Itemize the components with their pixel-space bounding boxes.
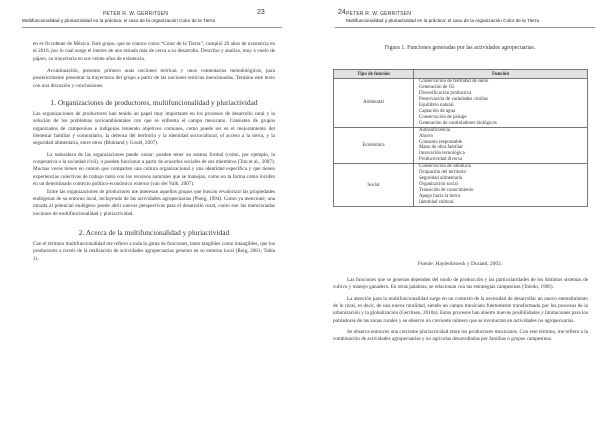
funcion-item: Generación de controladores biológicos xyxy=(419,120,497,126)
funcion-item: Captación de agua xyxy=(419,108,456,114)
paragraph: Se observa entonces una creciente pluriactividad entre los productores mexicanos. Con este término, me refiero a la combinación de actividades agropecuarias y no agrícolas desarrolladas por familias o grupos campesinos. xyxy=(333,329,588,343)
funcion-item: Mano de obra familiar xyxy=(419,145,463,151)
paragraph: Las organizaciones de productores han tenido un papel muy importante en los procesos de desarrollo rural y la solución de los problemas socioambientales con que se enfrenta el campo mexicano. Consisten de grupos organizados de campesinos e indígenas teniendo objetivos comunes, como puede ser es el mejoramiento del bienestar familiar y comunitario, la defensa del territorio y la identidad sociocultural, el acceso a la tierra, y la seguridad alimentaria, entre otros (Blokland y Gouët, 2007). xyxy=(33,111,275,147)
tipo-cell: Ambiental xyxy=(334,79,414,128)
table-row xyxy=(334,79,588,128)
section-heading-1: 1. Organizaciones de productores, multifuncionalidad y pluriactividad xyxy=(50,98,258,108)
header-author: PETER R. W. GERRITSEN xyxy=(346,11,412,17)
paragraph: en el Occidente de México. Este grupo, que se conoce como “Color de la Tierra”, cumplió 20 años de existencia en el 2016, por lo cual surge el interes de una mirada más de cerca a su desarrollo. Describo y analizo, muy a vuelo de pájaro, su trayectoria en sus veinte años de existencia. xyxy=(33,41,275,62)
header-rule xyxy=(22,27,282,28)
funcion-item: Ocupación del territorio xyxy=(419,170,466,176)
right-page xyxy=(300,0,600,440)
funcion-item: Preservación de variedades criollas xyxy=(419,96,488,102)
tipo-cell: Económica xyxy=(334,127,414,164)
page-number: 23 xyxy=(257,9,265,16)
funcion-item: Transición de conocimiento xyxy=(419,188,474,194)
left-body xyxy=(33,41,275,263)
table-row xyxy=(334,127,588,164)
tipo-cell: Social xyxy=(334,164,414,207)
header-rule xyxy=(335,27,595,28)
section-heading-2: 2. Acerca de la multifuncionalidad y pluriactividad xyxy=(78,227,230,237)
funcion-item: Apego hacia la tierra xyxy=(419,194,460,200)
funcion-item: Conservación de fertilidad de suelo xyxy=(419,79,489,84)
funcion-item: Autosuficiencia xyxy=(419,127,450,133)
funcion-item: Innovación tecnológica xyxy=(419,151,465,157)
funcion-item: Diversificación productiva xyxy=(419,90,472,96)
funcion-item: Equilibrio natural xyxy=(419,102,454,108)
header-tipo: Tipo de función xyxy=(334,70,414,79)
paragraph: Las funciones que se generan dependen del modo de producción y las particularidades de los distintos sistemas de cultivo y manejo ganadero. En otras palabras, se relacionan con las estrategias campesinas (Toledo, 1996). xyxy=(333,277,588,291)
table-header-row xyxy=(334,70,588,79)
header-subtitle: Multifuncionalidad y pluriactividad en la práctica: el caso de la organización Color de la Tierra xyxy=(22,18,216,23)
funciones-cell xyxy=(414,164,588,207)
page-number: 24 xyxy=(338,9,346,16)
funcion-item: Conservación de paisaje xyxy=(419,114,467,120)
paragraph: Acontinuación, presento primero unas nociones teóricas y unos comentarios metodológicos, para posteriormente presentar la trayectoria del grupo a partir de las nociones teóricas mencionadas. Termino este texto con una discusión y conclusiones. xyxy=(33,68,275,89)
figure-title: Figura 1. Funciones generadas por las actividades agropecuarias. xyxy=(384,45,536,51)
funcion-item: Consumo responsable xyxy=(419,139,463,145)
funciones-cell xyxy=(414,79,588,128)
header-author: PETER R. W. GERRITSEN xyxy=(103,11,169,17)
funcion-item: Ahorro xyxy=(419,133,434,139)
paragraph: La atención para la multifuncionalidad surge en un contexto de la necesidad de desarrollar un nuevo entendimiento de lo rural, es decir, de una nueva ruralidad, siendo un campo mexicano fuertemente transformado por los procesos de la urbanización y la globalización (Gerritsen, 2010a). Estos procesos han abierto nuevas posibilidades y limitaciones para los pobladores de las zonas rurales y se observa un creciente número que se involucran en actividades no agropecuarias. xyxy=(333,295,588,324)
paragraph: Entre las organizaciones de productores me interesan aquellos grupos que buscan revalorizar las propiedades endógenas de su entorno local, incluyendo de las actividades agropecuarias (Ploeg, 1994). Como ya mencioné, una mirada al potencial endógeno puede abrir nuevas perspectivas para el desarrollo rural, como son las mencionadas nociones de multifuncionalidad y pluriactividad. xyxy=(33,188,275,217)
paragraph: Con el término multifuncionalidad me refiero a toda la gama de funciones, tanto tangibles como intangibles, que los productores a través de la realización de actividades agropecuarias generan en su entorno local (Reig, 2001; Tabla 1). xyxy=(33,240,275,262)
funcion-item: Seguridad alimentaria xyxy=(419,176,463,182)
funcion-item: Generación de O2 xyxy=(419,84,455,90)
functions-table xyxy=(333,69,588,207)
header-funcion: Función xyxy=(414,70,588,79)
funcion-item: Productividad diversa xyxy=(419,157,462,163)
funcion-item: Organización social xyxy=(419,182,458,188)
table-row xyxy=(334,164,588,207)
table-source: Fuente: Haylenbroeck y Durand, 2003. xyxy=(417,261,503,267)
header-subtitle: Multifuncionalidad y pluriactividad en la práctica: el caso de la organización Color de la Tierra xyxy=(346,18,540,23)
paragraph: La naturaleza de las organizaciones puede variar: pueden tener un estatus formal (como, por ejemplo, la cooperativa o la sociedad civil), o pueden funcionar a partir de acuerdos sociales de sus miembros (Ton et al., 2007). Muchas veces tienen en común que comparten una cultura organizacional y una identidad específica y que tienen experiencias colectivas de trabajo tanto con los recursos naturales que se manejan, como en la forma como inciden en un determinado contexto político-económico externo (van der Valk, 2007). xyxy=(33,151,275,188)
funcion-item: Conservación de sabiduría xyxy=(419,164,471,170)
funcion-item: Identidad cultural xyxy=(419,200,454,206)
funciones-cell xyxy=(414,127,588,164)
right-body xyxy=(333,277,588,344)
